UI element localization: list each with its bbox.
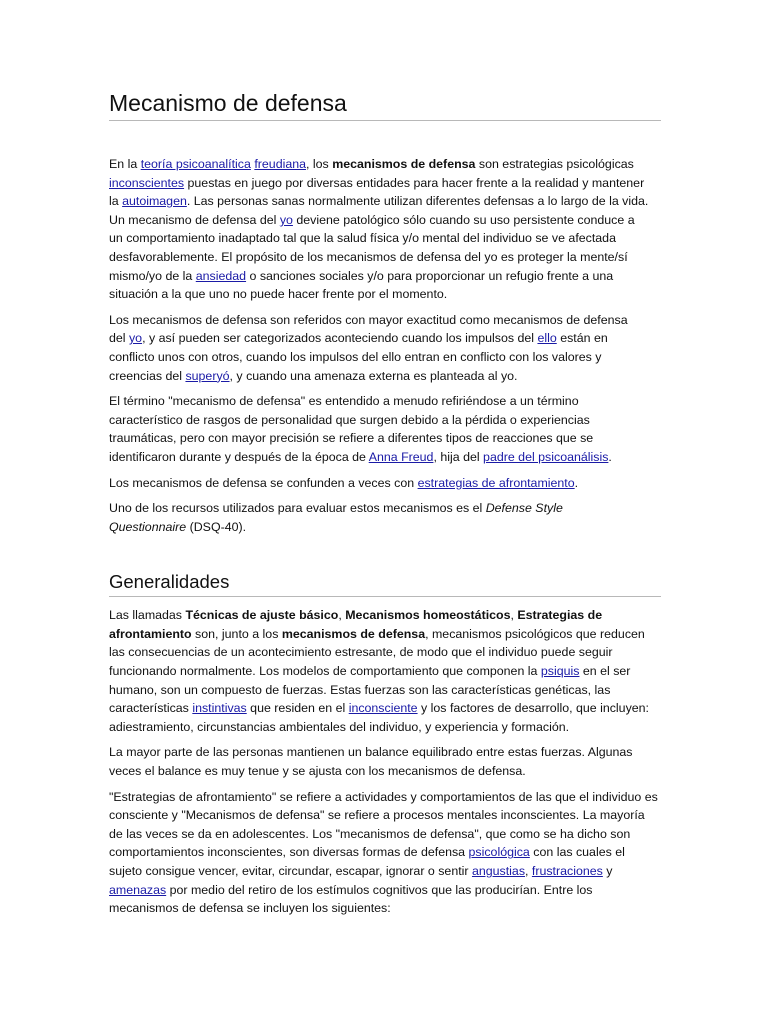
text-run: están en conflicto unos con otros, cuando los impulsos del ello entran en conflicto con los valores y creencias del (109, 331, 608, 383)
intro-section (109, 155, 661, 536)
inline-link[interactable]: inconscientes (109, 175, 185, 190)
inline-link[interactable]: psiquis (540, 664, 580, 679)
intro-paragraph-5 (109, 499, 597, 536)
inline-link[interactable]: inconsciente (348, 701, 418, 716)
text-run: o sanciones sociales y/o para proporcionar un refugio frente a una situación a la que uno no puede hacer frente por el momento. (109, 268, 614, 302)
section-paragraph-3 (109, 788, 661, 918)
bold-term: Técnicas de ajuste básico (185, 608, 339, 623)
bold-term: mecanismos de defensa (332, 157, 476, 171)
section-paragraph-1 (109, 606, 657, 736)
inline-link[interactable]: freudiana (254, 157, 307, 171)
text-run: (DSQ-40). (186, 519, 247, 534)
text-run: Uno de los recursos utilizados para evaluar estos mecanismos es el (109, 501, 486, 516)
text-run: , los (306, 157, 333, 171)
text-run: Los mecanismos de defensa son referidos con mayor exactitud como mecanismos de defensa del (109, 312, 628, 346)
text-run: son, junto a los (191, 626, 282, 641)
text-run: . (574, 475, 579, 490)
text-run: , y cuando una amenaza externa es planteada al yo. (229, 368, 518, 383)
page-title: Mecanismo de defensa (109, 88, 661, 121)
inline-link[interactable]: padre del psicoanálisis (483, 449, 609, 464)
inline-link[interactable]: yo (279, 212, 293, 227)
inline-link[interactable]: ansiedad (195, 268, 247, 283)
text-run: deviene patológico sólo cuando su uso persistente conduce a un comportamiento inadaptado tal que la salud física y/o mental del individuo se ve afectada desfavorablemente. El propósito de los mecanismos de defensa del yo es proteger la mente/sí mismo/yo de la (109, 212, 635, 283)
intro-paragraph-2 (109, 311, 629, 385)
text-run: . (608, 449, 612, 464)
article (109, 88, 661, 918)
inline-link[interactable]: teoría psicoanalítica (140, 157, 251, 171)
generalidades-section (109, 606, 661, 918)
intro-paragraph-3 (109, 392, 627, 466)
inline-link[interactable]: ello (537, 331, 557, 346)
text-run: En la (109, 157, 141, 171)
inline-link[interactable]: superyó (185, 368, 230, 383)
text-run: con las cuales el sujeto consigue vencer, evitar, circundar, escapar, ignorar o sentir (109, 845, 625, 878)
inline-link[interactable]: instintivas (192, 701, 247, 716)
intro-paragraph-1 (109, 155, 651, 304)
inline-link[interactable]: amenazas (109, 882, 167, 897)
text-run: El término "mecanismo de defensa" es entendido a menudo refiriéndose a un término característico de rasgos de personalidad que surgen debido a la pérdida o experiencias traumáticas, pero con mayor precisión se refiere a diferentes tipos de reacciones que se identificaron durante y después de la época de (109, 394, 594, 464)
text-run: , (525, 864, 532, 878)
text-run: en el ser humano, son un compuesto de fuerzas. Estas fuerzas son las características genéticas, las características (109, 664, 631, 716)
inline-link[interactable]: psicológica (468, 845, 530, 860)
intro-paragraph-4 (109, 474, 649, 493)
section-heading-generalidades: Generalidades (109, 570, 661, 597)
bold-term: Estrategias de afrontamiento (109, 608, 603, 641)
text-run: son estrategias psicológicas (475, 157, 634, 171)
inline-link[interactable]: Anna Freud (368, 449, 434, 464)
section-paragraph-2 (109, 743, 639, 780)
text-run: Los mecanismos de defensa se confunden a veces con (109, 475, 418, 490)
inline-link[interactable]: yo (128, 331, 143, 346)
text-run: puestas en juego por diversas entidades para hacer frente a la realidad y mantener la (109, 175, 645, 209)
text-run: , y así pueden ser categorizados aconteciendo cuando los impulsos del (142, 331, 538, 346)
italic-title: Defense Style Questionnaire (109, 501, 563, 534)
bold-term: mecanismos de defensa (281, 626, 426, 641)
text-run: y (602, 864, 613, 878)
inline-link[interactable]: frustraciones (531, 864, 603, 878)
text-run: por medio del retiro de los estímulos cognitivos que las producirían. Entre los mecanismos de defensa se incluyen los siguientes: (109, 882, 593, 916)
inline-link[interactable]: angustias (471, 864, 526, 878)
text-run: Las llamadas (109, 608, 186, 623)
inline-link[interactable]: autoimagen (122, 194, 187, 209)
text-run: , mecanismos psicológicos que reducen las consecuencias de un acontecimiento estresante, de modo que el individuo puede seguir funcionando normalmente. Los modelos de comportamiento que componen la (109, 626, 645, 679)
text-run: que residen en el (246, 701, 349, 716)
inline-link[interactable]: estrategias de afrontamiento (417, 475, 575, 490)
text-run: y los factores de desarrollo, que incluyen: adiestramiento, circunstancias ambientales del individuo, y experiencia y formación. (109, 701, 649, 734)
text-run: . Las personas sanas normalmente utilizan diferentes defensas a lo largo de la vida. Un mecanismo de defensa del (109, 194, 649, 227)
text-run: , (510, 608, 518, 623)
text-run: La mayor parte de las personas mantienen un balance equilibrado entre estas fuerzas. Algunas veces el balance es muy tenue y se ajusta con los mecanismos de defensa. (109, 745, 633, 779)
bold-term: Mecanismos homeostáticos (345, 608, 511, 623)
text-run: "Estrategias de afrontamiento" se refiere a actividades y comportamientos de las que el individuo es consciente y "Mecanismos de defensa" se refiere a procesos mentales inconscientes. La mayoría de las veces se da en adolescentes. Los "mecanismos de defensa", que como se ha dicho son comportamientos inconscientes, son diversas formas de defensa (109, 789, 658, 860)
text-run: , (338, 608, 346, 623)
text-run: , hija del (433, 449, 484, 464)
